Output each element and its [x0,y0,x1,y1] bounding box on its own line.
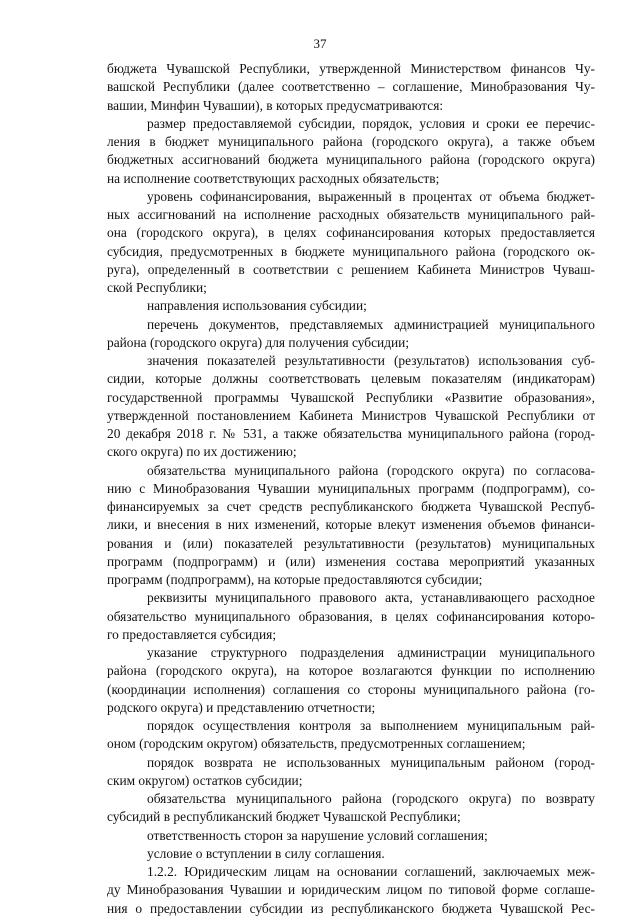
text-line: обязательство муниципального образования, в целях софинансирования которо- [107,608,595,624]
text-line: ским округом) остатков субсидии; [107,772,303,788]
text-line: программ (подпрограмм) и (или) изменения состава мероприятий указанных [107,553,595,569]
text-line: финансируемых за счет средств республиканского бюджета Чувашской Респуб- [107,499,595,514]
text-line: вашской Республики (далее соответственно – соглашение, Минобразования Чу- [107,79,595,95]
text-line: (координации исполнения) соглашения со стороны муниципального района (го- [107,681,595,697]
text-line: утвержденной постановлением Кабинета Министров Чувашской Республики от [107,407,595,423]
text-line: программ (подпрограмм), на которые предоставляются субсидии; [107,572,483,587]
text-line: 1.2.2. Юридическим лицам на основании соглашений, заключаемых меж- [147,864,595,879]
body-text [107,60,595,918]
text-line: 20 декабря 2018 г. № 531, а также обязательства муниципального района (город- [107,426,595,441]
text-line: родского округа) и представлению отчетности; [107,699,376,715]
text-line: го предоставляется субсидия; [107,626,277,642]
text-line: перечень документов, представляемых администрацией муниципального [147,316,595,332]
text-line: района (городского округа) для получения субсидии; [107,334,410,350]
text-line: лики, и внесения в них изменений, которые влекут изменения объемов финанси- [107,517,595,533]
text-line: реквизиты муниципального правового акта, устанавливающего расходное [147,590,595,606]
text-line: бюджетных ассигнований бюджета муниципального района (городского округа) [107,152,595,168]
text-line: условие о вступлении в силу соглашения. [147,845,385,861]
text-line: обязательства муниципального района (городского округа) по возврату [147,791,595,806]
text-line: направления использования субсидии; [147,298,367,314]
text-line: порядок осуществления контроля за выполнением муниципальным рай- [147,718,595,733]
text-line: ления в бюджет муниципального района (городского округа), а также объем [107,134,595,149]
text-line: уровень софинансирования, выраженный в процентах от объема бюджет- [147,188,595,204]
text-line: ской Республики; [107,280,207,295]
text-line: ных ассигнований на исполнение расходных обязательств муниципального рай- [107,207,595,222]
text-line: рования и (или) показателей результативности (результатов) муниципальных [107,535,595,551]
text-line: бюджета Чувашской Республики, утвержденной Министерством финансов Чу- [107,61,595,76]
text-line: района (городского округа), на которое возлагаются функции по исполнению [107,663,595,679]
page-number: 37 [313,36,327,51]
text-line: указание структурного подразделения администрации муниципального [147,645,595,660]
text-line: обязательства муниципального района (городского округа) по согласова- [147,462,595,478]
text-line: субсидия, предусмотренных в бюджете муниципального района (городского ок- [107,243,595,259]
text-line: значения показателей результативности (результатов) использования суб- [147,353,595,368]
text-line: она (городского округа), в целях софинансирования которых предоставляется [107,225,595,241]
text-line: оном (городским округом) обязательств, предусмотренных соглашением; [107,736,526,752]
text-line: размер предоставляемой субсидии, порядок, условия и сроки ее перечис- [147,115,595,131]
text-line: субсидий в республиканский бюджет Чувашской Республики; [107,809,461,825]
text-line: нию с Минобразования Чувашии муниципальных программ (подпрограмм), со- [107,480,595,496]
text-line: вашии, Минфин Чувашии), в которых предусматриваются: [107,97,444,113]
text-line: на исполнение соответствующих расходных обязательств; [107,170,440,186]
text-line: ответственность сторон за нарушение условий соглашения; [147,827,488,843]
text-line: сидии, которые должны соответствовать целевым показателям (индикаторам) [107,371,595,387]
text-line: государственной программы Чувашской Республики «Развитие образования», [107,389,595,405]
text-line: ского округа) по их достижению; [107,444,297,460]
text-line: руга), определенный в соответствии с решением Кабинета Министров Чуваш- [107,261,595,277]
text-line: ния о предоставлении субсидии из республиканского бюджета Чувашской Рес- [107,900,595,916]
text-line: ду Минобразования Чувашии и юридическим лицом по типовой форме соглаше- [107,882,595,898]
text-line: порядок возврата не использованных муниципальным районом (город- [147,754,595,770]
